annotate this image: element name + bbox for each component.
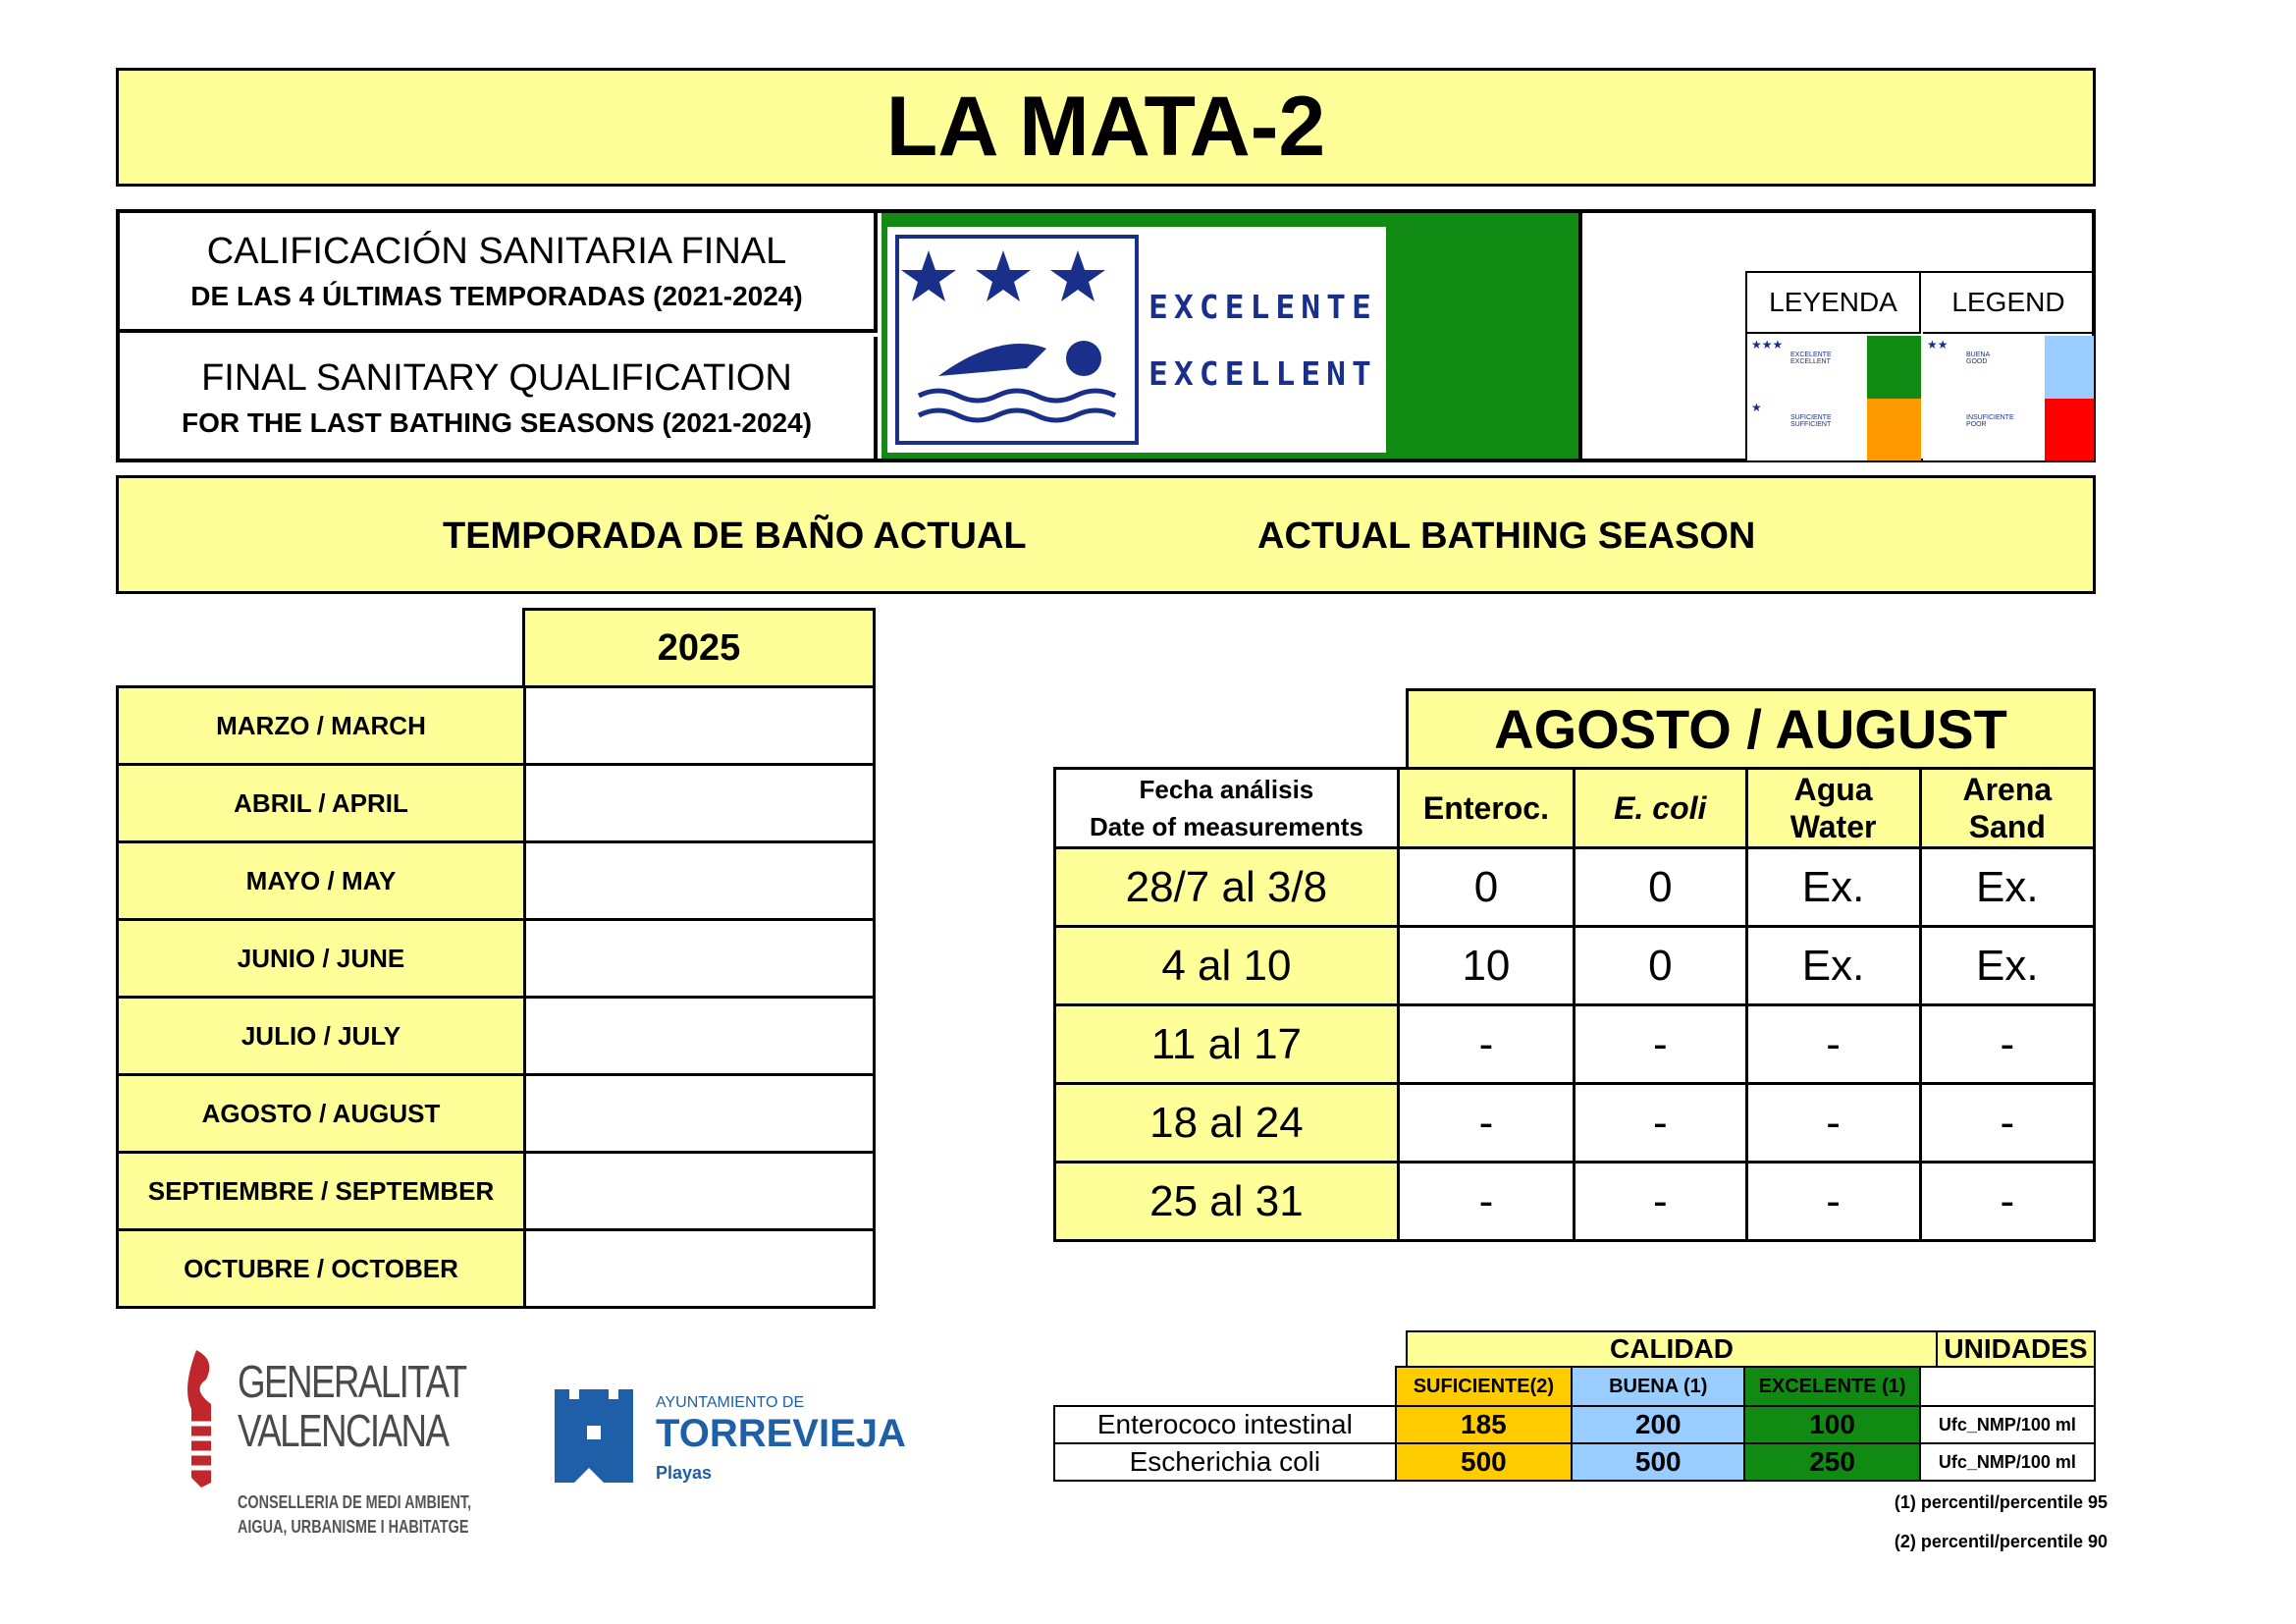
generalitat-logo <box>177 1345 471 1542</box>
qualification-es <box>120 213 878 333</box>
header-sand <box>1920 769 2094 848</box>
row-sand: - <box>1920 1084 2094 1163</box>
qualification-es-line1: CALIFICACIÓN SANITARIA FINAL <box>206 230 787 272</box>
legend-text-en: GOOD <box>1966 358 1988 365</box>
legend-item-excellent <box>1747 336 1921 399</box>
header-sand-es: Arena <box>1962 772 2053 807</box>
generalitat-line1: GENERALITAT <box>238 1356 466 1407</box>
month-value <box>525 842 875 920</box>
row-ecoli: - <box>1575 1084 1746 1163</box>
header-enteroc: Enteroc. <box>1398 769 1574 848</box>
divider <box>1578 213 1582 459</box>
season-label-es: TEMPORADA DE BAÑO ACTUAL <box>443 515 1027 557</box>
table-row <box>118 1153 875 1230</box>
swimmer-three-stars-icon <box>899 239 1135 441</box>
month-value <box>525 1153 875 1230</box>
august-table <box>1053 767 2096 1242</box>
month-label: ABRIL / APRIL <box>118 765 525 842</box>
legend-label-en: LEGEND <box>1923 273 2094 334</box>
row-water: Ex. <box>1746 848 1920 927</box>
legend-text-es: EXCELENTE <box>1790 352 1832 358</box>
quality-col-buena: BUENA (1) <box>1572 1367 1744 1406</box>
month-label: SEPTIEMBRE / SEPTEMBER <box>118 1153 525 1230</box>
table-row <box>1055 1005 2095 1084</box>
month-value <box>525 920 875 998</box>
month-value <box>525 687 875 765</box>
badge-label-es: EXCELENTE <box>1148 288 1377 326</box>
legend-text-en: POOR <box>1966 421 1987 428</box>
quality-row-buena: 500 <box>1572 1443 1744 1481</box>
row-water: - <box>1746 1163 1920 1241</box>
legend-text-es: INSUFICIENTE <box>1966 414 2014 421</box>
row-enteroc: 10 <box>1398 927 1574 1005</box>
table-row <box>118 842 875 920</box>
legend-text-es: SUFICIENTE <box>1790 414 1832 421</box>
footnote-1: (1) percentil/percentile 95 <box>1894 1492 2108 1512</box>
page-title: LA MATA-2 <box>116 68 2096 187</box>
row-ecoli: 0 <box>1575 848 1746 927</box>
quality-empty-cell <box>1054 1367 1396 1406</box>
month-label: OCTUBRE / OCTOBER <box>118 1230 525 1308</box>
august-title: AGOSTO / AUGUST <box>1406 688 2096 770</box>
legend-stars: ★ <box>1751 401 1762 414</box>
monthly-table <box>116 685 876 1309</box>
legend-item-good <box>1923 336 2094 399</box>
row-date: 28/7 al 3/8 <box>1055 848 1399 927</box>
header-water <box>1746 769 1920 848</box>
row-enteroc: 0 <box>1398 848 1574 927</box>
row-date: 18 al 24 <box>1055 1084 1399 1163</box>
row-enteroc: - <box>1398 1005 1574 1084</box>
header-date-es: Fecha análisis <box>1139 775 1314 804</box>
quality-row-buena: 200 <box>1572 1406 1744 1443</box>
table-row <box>1055 927 2095 1005</box>
season-label-en: ACTUAL BATHING SEASON <box>1257 515 1756 557</box>
generalitat-sub1: CONSELLERIA DE MEDI AMBIENT, <box>238 1492 472 1512</box>
torrevieja-small: AYUNTAMIENTO DE <box>656 1394 805 1411</box>
legend-text-en: SUFFICIENT <box>1790 421 1832 428</box>
table-row <box>118 998 875 1075</box>
table-row <box>1054 1443 2095 1481</box>
table-row <box>118 920 875 998</box>
quality-header-row <box>1054 1367 2095 1406</box>
legend-text-en: EXCELLENT <box>1790 358 1831 365</box>
qualification-en-line2: FOR THE LAST BATHING SEASONS (2021-2024) <box>181 406 813 438</box>
legend-swatch-poor <box>2045 399 2094 460</box>
header-ecoli: E. coli <box>1575 769 1746 848</box>
row-ecoli: 0 <box>1575 927 1746 1005</box>
qualification-en-line1: FINAL SANITARY QUALIFICATION <box>201 356 792 399</box>
table-row <box>118 687 875 765</box>
row-date: 4 al 10 <box>1055 927 1399 1005</box>
row-water: - <box>1746 1005 1920 1084</box>
quality-col-suficiente: SUFICIENTE(2) <box>1396 1367 1572 1406</box>
table-row <box>118 1075 875 1153</box>
header-water-es: Agua <box>1793 772 1873 807</box>
legend-label-es: LEYENDA <box>1747 273 1921 334</box>
legend-stars: ★★★ <box>1751 338 1784 352</box>
row-sand: - <box>1920 1163 2094 1241</box>
season-banner <box>116 475 2096 594</box>
quality-row-excelente: 100 <box>1744 1406 1919 1443</box>
quality-row-label: Enterococo intestinal <box>1054 1406 1396 1443</box>
badge-panel <box>887 227 1386 453</box>
generalitat-line2: VALENCIANA <box>238 1405 449 1456</box>
legend-swatch-excellent <box>1867 336 1921 399</box>
quality-row-units: Ufc_NMP/100 ml <box>1920 1443 2095 1481</box>
table-header-row <box>1055 769 2095 848</box>
torrevieja-logo <box>530 1365 906 1492</box>
month-value <box>525 998 875 1075</box>
row-enteroc: - <box>1398 1084 1574 1163</box>
quality-row-suficiente: 185 <box>1396 1406 1572 1443</box>
torrevieja-name: TORREVIEJA <box>656 1412 906 1455</box>
qualification-badge <box>881 213 1578 459</box>
month-value <box>525 765 875 842</box>
month-label: JULIO / JULY <box>118 998 525 1075</box>
quality-col-units <box>1920 1367 2095 1406</box>
qualification-es-line2: DE LAS 4 ÚLTIMAS TEMPORADAS (2021-2024) <box>190 280 803 311</box>
table-row <box>118 1230 875 1308</box>
legend-swatch-sufficient <box>1867 399 1921 460</box>
legend-text-es: BUENA <box>1966 352 1991 358</box>
row-sand: Ex. <box>1920 927 2094 1005</box>
generalitat-shield-icon <box>177 1345 236 1492</box>
header-date-en: Date of measurements <box>1089 812 1363 841</box>
month-label: JUNIO / JUNE <box>118 920 525 998</box>
table-row <box>1055 1084 2095 1163</box>
month-label: MARZO / MARCH <box>118 687 525 765</box>
header-date <box>1055 769 1399 848</box>
badge-icon-frame <box>895 235 1139 445</box>
row-water: Ex. <box>1746 927 1920 1005</box>
legend-stars: ★★ <box>1927 338 1949 352</box>
month-label: MAYO / MAY <box>118 842 525 920</box>
table-row <box>1055 848 2095 927</box>
row-date: 11 al 17 <box>1055 1005 1399 1084</box>
quality-col-excelente: EXCELENTE (1) <box>1744 1367 1919 1406</box>
table-row <box>1055 1163 2095 1241</box>
year-header: 2025 <box>522 608 876 688</box>
quality-unidades-header: UNIDADES <box>1936 1330 2096 1368</box>
quality-calidad-header: CALIDAD <box>1406 1330 1938 1368</box>
header-water-en: Water <box>1789 809 1877 844</box>
legend <box>1745 271 2096 462</box>
header-sand-en: Sand <box>1968 809 2046 844</box>
torrevieja-sub: Playas <box>656 1463 713 1483</box>
row-sand: - <box>1920 1005 2094 1084</box>
row-enteroc: - <box>1398 1163 1574 1241</box>
month-value <box>525 1075 875 1153</box>
table-row <box>1054 1406 2095 1443</box>
table-row <box>118 765 875 842</box>
qualification-en <box>120 337 878 459</box>
row-ecoli: - <box>1575 1163 1746 1241</box>
legend-item-sufficient <box>1747 399 1921 460</box>
quality-row-label: Escherichia coli <box>1054 1443 1396 1481</box>
row-water: - <box>1746 1084 1920 1163</box>
month-label: AGOSTO / AUGUST <box>118 1075 525 1153</box>
row-sand: Ex. <box>1920 848 2094 927</box>
generalitat-sub2: AIGUA, URBANISME I HABITATGE <box>238 1517 469 1537</box>
legend-swatch-good <box>2045 336 2094 399</box>
legend-stars <box>1927 401 2041 414</box>
legend-item-poor <box>1923 399 2094 460</box>
footnote-2: (2) percentil/percentile 90 <box>1894 1532 2108 1551</box>
quality-table <box>1053 1366 2096 1482</box>
row-ecoli: - <box>1575 1005 1746 1084</box>
quality-row-units: Ufc_NMP/100 ml <box>1920 1406 2095 1443</box>
quality-row-excelente: 250 <box>1744 1443 1919 1481</box>
month-value <box>525 1230 875 1308</box>
badge-label-en: EXCELLENT <box>1148 354 1377 393</box>
torrevieja-tower-icon <box>550 1384 638 1483</box>
row-date: 25 al 31 <box>1055 1163 1399 1241</box>
quality-row-suficiente: 500 <box>1396 1443 1572 1481</box>
